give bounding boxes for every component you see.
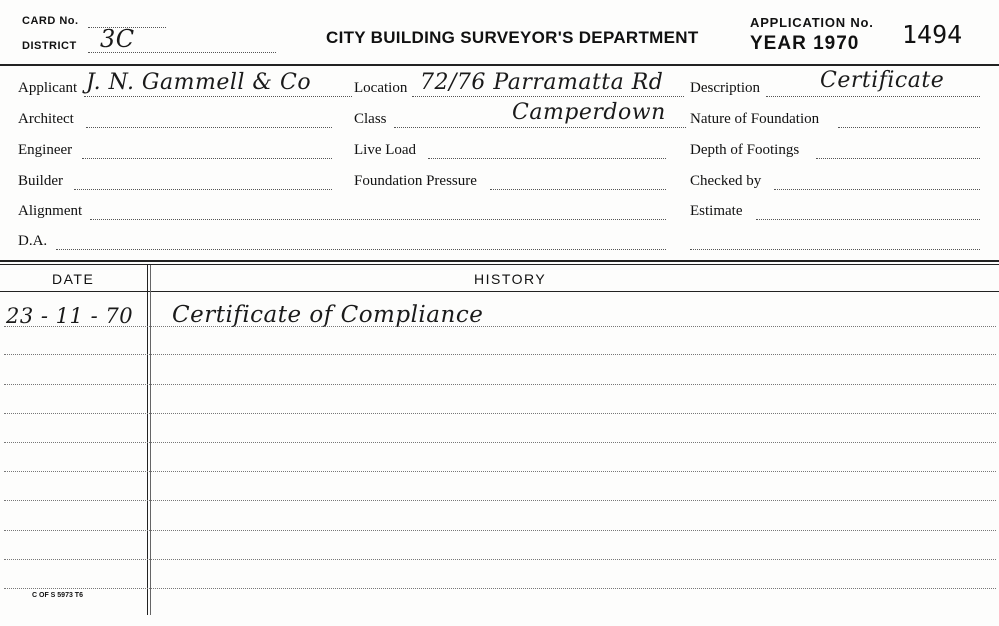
live-load-line <box>428 158 666 159</box>
live-load-label: Live Load <box>354 142 417 158</box>
engineer-line <box>82 158 332 159</box>
header-rule <box>0 64 999 66</box>
history-header: HISTORY <box>474 271 547 287</box>
history-line <box>4 530 996 531</box>
history-line <box>4 413 996 414</box>
history-entry-text: Certificate of Compliance <box>172 302 484 328</box>
date-column-divider-2 <box>150 265 151 615</box>
builder-line <box>74 189 332 190</box>
district-label: DISTRICT <box>22 40 77 52</box>
history-entry-date: 23 - 11 - 70 <box>6 304 134 328</box>
history-line <box>4 559 996 560</box>
card-no-label: CARD No. <box>22 15 79 27</box>
nature-line <box>838 127 980 128</box>
history-line <box>4 442 996 443</box>
application-label: APPLICATION No. <box>750 15 874 30</box>
history-line <box>4 588 996 589</box>
date-header: DATE <box>52 271 95 287</box>
estimate-label: Estimate <box>690 203 743 219</box>
location-label: Location <box>354 80 408 96</box>
builder-label: Builder <box>18 173 63 189</box>
applicant-line <box>84 96 352 97</box>
description-value: Certificate <box>820 68 945 93</box>
alignment-label: Alignment <box>18 203 83 219</box>
depth-line <box>816 158 980 159</box>
foundation-pressure-label: Foundation Pressure <box>354 173 477 189</box>
history-top-rule <box>0 260 999 262</box>
applicant-value: J. N. Gammell & Co <box>86 70 312 95</box>
history-line <box>4 500 996 501</box>
alignment-line <box>90 219 666 220</box>
da-right-line <box>690 249 980 250</box>
architect-line <box>86 127 332 128</box>
history-line <box>4 326 996 327</box>
depth-label: Depth of Footings <box>690 142 800 158</box>
applicant-label: Applicant <box>18 80 78 96</box>
location-line <box>412 96 684 97</box>
checked-label: Checked by <box>690 173 762 189</box>
class-label: Class <box>354 111 387 127</box>
department-title: CITY BUILDING SURVEYOR'S DEPARTMENT <box>326 28 699 47</box>
architect-label: Architect <box>18 111 74 127</box>
year-label: YEAR 1970 <box>750 33 860 54</box>
location-value-2: Camperdown <box>512 100 666 125</box>
history-line <box>4 384 996 385</box>
district-value: 3C <box>100 25 135 53</box>
date-column-divider <box>147 265 148 615</box>
history-line <box>4 354 996 355</box>
foundation-pressure-line <box>490 189 666 190</box>
da-line <box>56 249 666 250</box>
form-code: C OF S 5973 T6 <box>32 592 83 599</box>
da-label: D.A. <box>18 233 48 249</box>
estimate-line <box>756 219 980 220</box>
application-number: 1494 <box>902 20 963 49</box>
class-line <box>394 127 686 128</box>
history-line <box>4 471 996 472</box>
description-label: Description <box>690 80 760 96</box>
description-line <box>766 96 980 97</box>
engineer-label: Engineer <box>18 142 73 158</box>
nature-label: Nature of Foundation <box>690 111 820 127</box>
location-value: 72/76 Parramatta Rd <box>420 70 664 95</box>
checked-line <box>774 189 980 190</box>
